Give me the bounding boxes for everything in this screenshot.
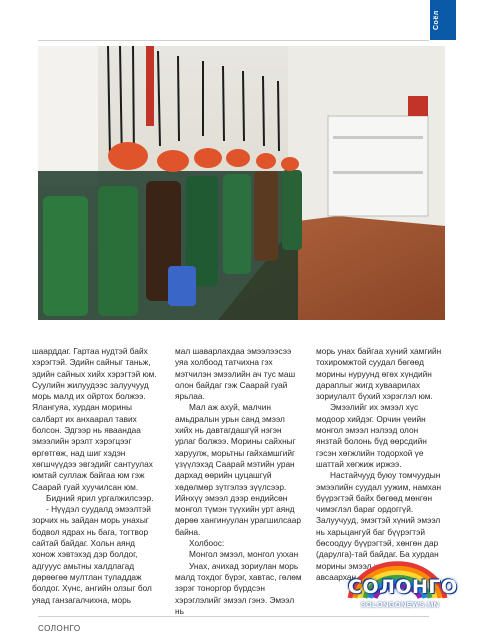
logo-url: SOLONGONEWS.MN (360, 600, 440, 609)
subheading: Холбоос: (189, 538, 225, 549)
paragraph: морь унах байгаа хүний хамгийн тохиромжтой суудал бөгөөд морины нуруунд өгөх хүндийн дараплыг жигд хуваарилах зориулалт бүхий хэрэглэл юм. (316, 346, 442, 402)
paragraph: Мал аж ахуй, малчин амьдралын урьн санд эмээл хийх нь давтагдашгүй нэгэн урлаг болжээ. Морины сайхныг харуулж, морьтны гайхамшгийг үзүүлэхэд Саарай мэтийн уран дархад өөрийн цуцашгүй хөдөлмөр зүтгэлээ зүүлсээр. Ийнхүү эмээл дээр ендийсөн монгол түмэн түүхийн урт аянд дөрөө хангинуулан урагшилсаар байна. (175, 402, 301, 537)
logo-wordmark: СОЛОНГО (348, 576, 458, 598)
paragraph: шаарддаг. Гартаа нудтэй байх хэрэгтэй. Эдийн сайныг таньж, эдийн сайных хийх хэрэгтэй юм. Суулийн жилуудээс залуучууд морь малд их ойртох болжээ. Ялангуяа, хурдан морины салбарт их анхаарал тавих болсон. Эдгээр нь яваандаа эмээлийн эрэлт хэрэгцээг өргөтгөж, над шиг хэдэн хөгшчүүдээ эвгэдийг сантуулах юмтай суллаж байгаа юм гэж Саарай гуай хуучилсан юм. (32, 346, 157, 492)
saddle-workshop-photo (38, 46, 445, 320)
paragraph: мал шаварлахдаа эмээлээсээ уяа холбоод татчихна гэх мэтчилэн эмээлийн ач тус маш олон байдаг гэж Саарай гуай ярьлаа. (175, 346, 296, 402)
article-column-3 (316, 346, 443, 583)
saddle-workshop-illustration (38, 46, 445, 320)
article-column-1 (32, 346, 159, 606)
paragraph: Бидний ярил ургалжилсээр. (46, 492, 154, 503)
paragraph: - Нүүдэл суудалд эмээлтэй зорчих нь зайдан морь унахыг бодвол ядрах нь бага, тогтвор сайтай байдаг. Хольн аянд хонож хэвтэхэд дэр болдог, адгууус амьтны халдлагад дөрөөгөө мултлан туладдаж болдог. Хүнс, ангийн олзыг бол уяад ганзагалчихна, морь (32, 504, 152, 605)
paragraph: Унах, ачихад зориулан морь малд тохдог бүрэг, хавтас, гөлөм зэрэг тоноргор бүрдсэн хэрэглэлийг эмээл гэнэ. Эмээл нь (175, 560, 302, 616)
section-tab (430, 0, 456, 40)
section-tab-label: Соёл (433, 10, 440, 30)
solongo-logo (340, 550, 458, 620)
paragraph: Настайчууд буюу томчуудын эмээлийн суудал уужим, намхан бүүрэгтэй байх бөгөөд мөнгөн чимэглэл бараг ордоггүй. Залуучууд, эмэгтэй хүний эмээл нь харьцангуй баг бүүрэгтэй бөсоодуу бүүрэгтэй, хөнгөн дар (дарулга)-тай байдаг. Ба хурдан морины эмээл хөнгөн, авсаархан ... (316, 470, 442, 582)
footer-magazine-name: СОЛОНГО (38, 624, 81, 633)
article-column-2 (175, 346, 302, 617)
paragraph: Эмээлийг их эмээл хүс модоор хийдэг. Орчин үеийн монгол эмээл нэлээд олон янзтай болонь бүд өөрсдийн гэсэн хөгжлийн тодорхой үе шаттай хөгжиж иржээ. (316, 402, 427, 469)
top-rule (38, 40, 429, 41)
subheading: Монгол эмээл, монгол уххан (189, 549, 299, 560)
